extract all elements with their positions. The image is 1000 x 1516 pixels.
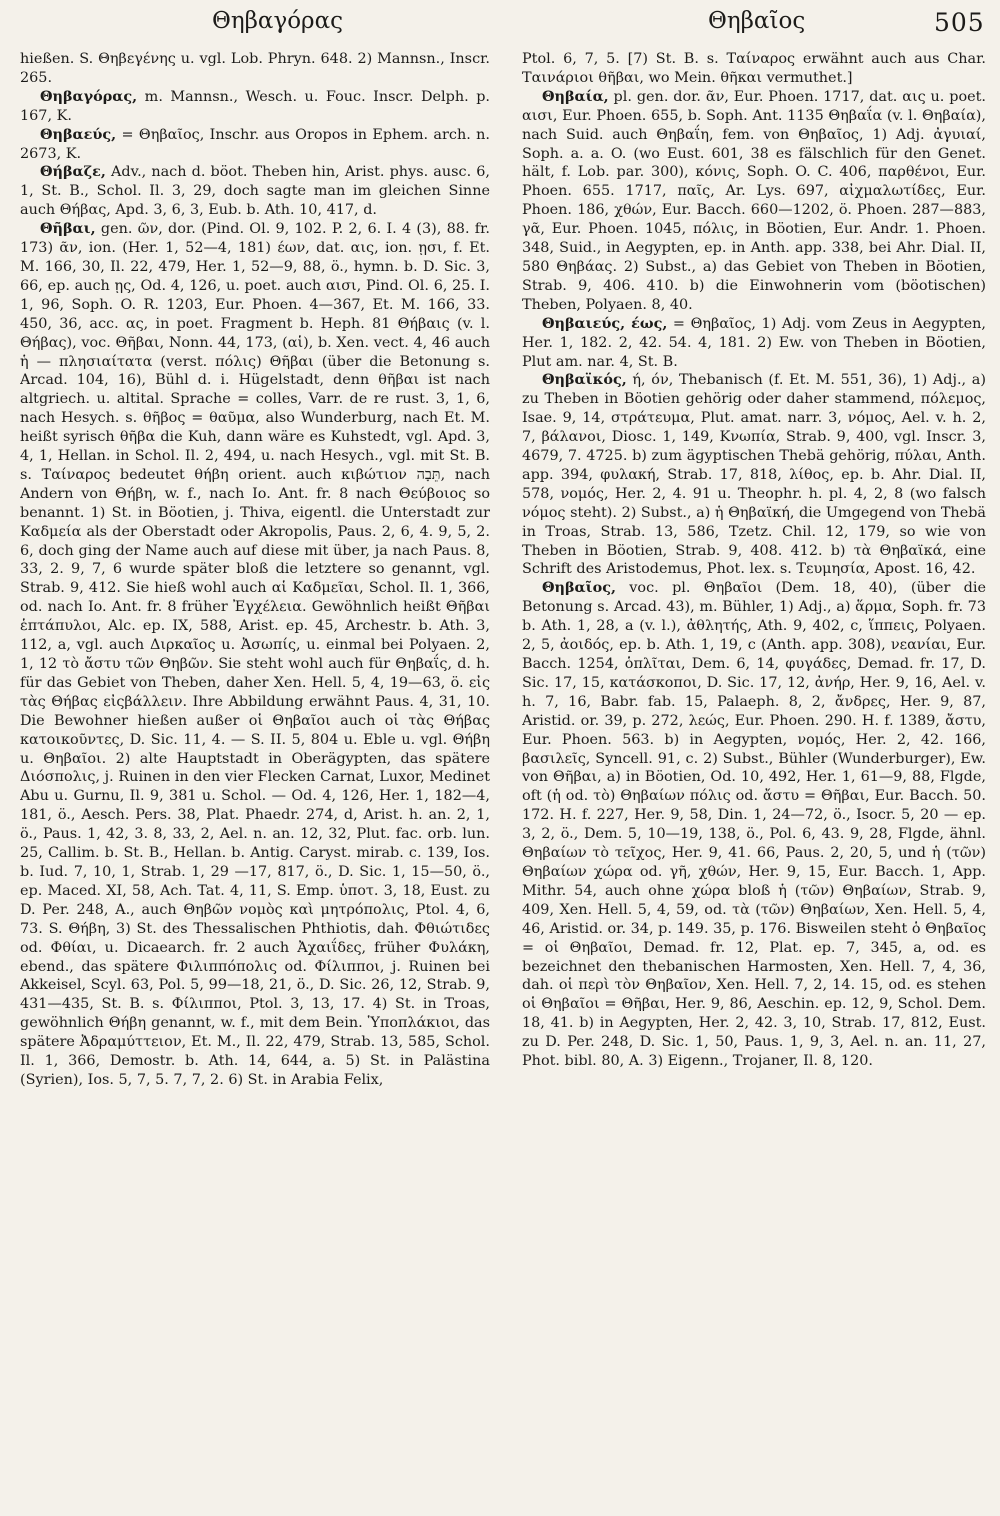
entry-paragraph <box>20 88 490 126</box>
entry-paragraph <box>20 220 490 1090</box>
entry-paragraph <box>522 88 986 315</box>
entry-paragraph <box>20 163 490 220</box>
entry-text: voc. pl. Θηβαῖοι (Dem. 18, 40), (über die Betonung s. Arcad. 43), m. Bühler, 1) Adj., a) ἅρμα, Soph. fr. 73 b. Ath. 1, 28, a (v. l.), ἀθλητής, Ath. 9, 402, c, ἵππεις, Polyaen. 2, 5, ἀοιδός, ep. b. Ath. 1, 19, c (Anth. app. 308), νεανίαι, Eur. Bacch. 1254, ὁπλῖται, Dem. 6, 14, φυγάδες, Demad. fr. 17, D. Sic. 17, 15, κατάσκοποι, D. Sic. 17, 12, ἀνήρ, Her. 9, 16, Ael. v. h. 7, 16, Babr. fab. 15, Palaeph. 8, 2, ἄνδρες, Her. 9, 87, Aristid. or. 39, p. 272, λεώς, Eur. Phoen. 290. H. f. 1389, ἄστυ, Eur. Phoen. 563. b) in Aegypten, νομός, Her. 2, 42. 166, βασιλεῖς, Syncell. 91, c. 2) Subst., Bühler (Wunderburger), Ew. von Θῆβαι, a) in Böotien, Od. 10, 492, Her. 1, 61—9, 88, Flgde, oft (ἡ od. τὸ) Θηβαίων πόλις od. ἄστυ = Θῆβαι, Eur. Bacch. 50. 172. H. f. 227, Her. 9, 58, Din. 1, 24—72, ö., Isocr. 5, 20 — ep. 3, 2, ö., Dem. 5, 10—19, 138, ö., Pol. 6, 43. 9, 28, Flgde, ähnl. Θηβαίων τὸ τεῖχος, Her. 9, 41. 66, Paus. 2, 20, 5, und ἡ (τῶν) Θηβαίων χώρα od. γῆ, χθών, Her. 9, 15, Eur. Bacch. 1, App. Mithr. 54, auch ohne χώρα bloß ἡ (τῶν) Θηβαίων, Strab. 9, 409, Xen. Hell. 5, 4, 59, od. τὰ (τῶν) Θηβαίων, Xen. Hell. 5, 4, 46, Aristid. or. 34, p. 149. 35, p. 176. Bisweilen steht ὁ Θηβαῖος = οἱ Θηβαῖοι, Demad. fr. 12, Plat. ep. 7, 345, a, od. es bezeichnet den thebanischen Harmosten, Xen. Hell. 7, 4, 36, dah. οἱ περὶ τὸν Θηβαῖον, Xen. Hell. 7, 2, 14. 15, od. es stehen οἱ Θηβαῖοι = Θῆβαι, Her. 9, 86, Aeschin. ep. 12, 9, Schol. Dem. 18, 41. b) in Aegypten, Her. 2, 42. 3, 10, Strab. 17, 812, Eust. zu D. Per. 248, D. Sic. 1, 50, Paus. 1, 9, 3, Ael. n. an. 11, 27, Phot. bibl. 80, A. 3) Eigenn., Trojaner, Il. 8, 120. <box>522 580 986 1070</box>
entry-headword: Θῆβαι, <box>40 220 96 238</box>
entry-paragraph <box>522 315 986 372</box>
left-running-headword: Θηβαγόρας <box>212 8 343 34</box>
entry-headword: Θηβαία, <box>542 87 609 105</box>
right-running-headword: Θηβαῖος <box>708 8 806 34</box>
continuation-paragraph <box>20 50 490 88</box>
entry-paragraph <box>522 579 986 1071</box>
entry-headword: Θηβαεύς, <box>40 125 117 143</box>
entry-text: hießen. S. Θηβεγένης u. vgl. Lob. Phryn. 648. 2) Mannsn., Inscr. 265. <box>20 51 490 86</box>
entry-text: Adv., nach d. böot. Theben hin, Arist. phys. ausc. 6, 1, St. B., Schol. Il. 3, 29, doch sagte man im gleichen Sinne auch Θήβας, Apd. 3, 6, 3, Eub. b. Ath. 10, 417, d. <box>20 164 490 219</box>
entry-text: m. Mannsn., Wesch. u. Fouc. Inscr. Delph. p. 167, K. <box>20 88 490 124</box>
entry-paragraph <box>522 371 986 579</box>
entry-headword: Θηβαϊκός, <box>542 371 627 389</box>
entry-text: = Θηβαῖος, 1) Adj. vom Zeus in Aegypten, Her. 1, 182. 2, 42. 54. 4, 181. 2) Ew. von Theben in Böotien, Plut am. nar. 4, St. B. <box>522 315 986 370</box>
entry-headword: Θηβαιεύς, έως, <box>542 314 668 332</box>
left-column <box>20 50 490 1506</box>
continuation-paragraph <box>522 50 986 88</box>
entry-text: gen. ῶν, dor. (Pind. Ol. 9, 102. P. 2, 6. I. 4 (3), 88. fr. 173) ᾶν, ion. (Her. 1, 52—4, 181) έων, dat. αις, ion. ῃσι, f. Et. M. 166, 30, Il. 22, 479, Her. 1, 52—9, 88, ö., hymn. b. D. Sic. 3, 66, ep. auch ῃς, Od. 4, 126, u. poet. auch αισι, Pind. Ol. 6, 25. I. 1, 96, Soph. O. R. 1203, Eur. Phoen. 4—367, Et. M. 166, 33. 450, 36, acc. ας, in poet. Fragment b. Heph. 81 Θήβαις (v. l. Θήβας), voc. Θῆβαι, Nonn. 44, 173, (αἱ), b. Xen. vect. 4, 46 auch ἡ — πλησιαίτατα (verst. πόλις) Θῆβαι (über die Betonung s. Arcad. 104, 16), Bühl d. i. Hügelstadt, denn θῆβαι ist nach altgriech. u. altital. Sprache = colles, Varr. de re rust. 3, 1, 6, nach Hesych. s. θῆβος = θαῦμα, also Wunderburg, nach Et. M. heißt syrisch θῆβα die Kuh, dann wäre es Kuhstedt, vgl. Apd. 3, 4, 1, Hellan. in Schol. Il. 2, 494, u. nach Hesych., vgl. mit St. B. s. Ταίναρος bedeutet θήβη orient. auch κιβώτιον תֵּבָה, nach Andern von Θήβη, w. f., nach Io. Ant. fr. 8 nach Θεύβοιος so benannt. 1) St. in Böotien, j. Thiva, eigentl. die Unterstadt zur Καδμεία als der Oberstadt oder Akropolis, Paus. 2, 6, 4. 9, 5, 2. 6, doch ging der Name auch auf diese mit über, ja nach Paus. 8, 33, 2. 9, 7, 6 wurde später bloß die letztere so genannt, vgl. Strab. 9, 412. Sie hieß wohl auch αἱ Καδμεῖαι, Schol. Il. 1, 366, od. nach Io. Ant. fr. 8 früher Ἐγχέλεια. Gewöhnlich heißt Θῆβαι ἑπτάπυλοι, Alc. ep. IX, 588, Arist. ep. 45, Archestr. b. Ath. 3, 112, a, vgl. auch Διρκαῖος u. Ἀσωπίς, u. einmal bei Polyaen. 2, 1, 12 τὸ ἄστυ τῶν Θηβῶν. Sie steht wohl auch für Θηβαΐς, d. h. für das Gebiet von Theben, daher Xen. Hell. 5, 4, 19—63, ö. εἰς τὰς Θήβας εἰςβάλλειν. Ihre Abbildung erwähnt Paus. 4, 31, 10. Die Bewohner hießen außer οἱ Θηβαῖοι auch οἱ τὰς Θήβας κατοικοῦντες, D. Sic. 11, 4. — S. II. 5, 804 u. Eble u. vgl. Θήβη u. Θηβαῖοι. 2) alte Hauptstadt in Oberägypten, das spätere Διόσπολις, j. Ruinen in den vier Flecken Carnat, Luxor, Medinet Abu u. Gurnu, Il. 9, 381 u. Schol. — Od. 4, 126, Her. 1, 182—4, 181, ö., Aesch. Pers. 38, Plat. Phaedr. 274, d, Arist. h. an. 2, 1, ö., Paus. 1, 42, 3. 8, 33, 2, Ael. n. an. 12, 32, Plut. fac. orb. lun. 25, Callim. b. St. B., Hellan. b. Antig. Caryst. mirab. c. 139, Ios. b. Iud. 7, 10, 1, Strab. 1, 29 —17, 817, ö., D. Sic. 1, 15—50, ö., ep. Maced. XI, 58, Ach. Tat. 4, 11, S. Emp. ὑποτ. 3, 18, Eust. zu D. Per. 248, A., auch Θηβῶν νομὸς καὶ μητρόπολις, Ptol. 4, 6, 73. S. Θήβη, 3) St. des Thessalischen Phthiotis, dah. Φθιώτιδες od. Φθίαι, u. Dicaearch. fr. 2 auch Ἀχαιΐδες, früher Φυλάκη, ebend., das spätere Φιλιππόπολις od. Φίλιπποι, j. Ruinen bei Akkeisel, Scyl. 63, Pol. 5, 99—18, 21, ö., D. Sic. 26, 12, Strab. 9, 431—435, St. B. s. Φίλιπποι, Ptol. 3, 13, 17. 4) St. in Troas, gewöhnlich Θήβη genannt, w. f., mit dem Bein. Ὑποπλάκιοι, das spätere Ἀδραμύττειον, Et. M., Il. 22, 479, Strab. 13, 585, Schol. Il. 1, 366, Demostr. b. Ath. 14, 644, a. 5) St. in Palästina (Syrien), Ios. 5, 7, 5. 7, 7, 2. 6) St. in Arabia Felix, <box>20 221 490 1088</box>
entry-text: Ptol. 6, 7, 5. [7) St. B. s. Ταίναρος erwähnt auch aus Char. Ταινάριοι θῆβαι, wo Mein. θῆκαι vermuthet.] <box>522 51 986 86</box>
entry-headword: Θηβαγόρας, <box>40 87 138 105</box>
right-column <box>522 50 986 1506</box>
entry-headword: Θήβαζε, <box>40 163 106 181</box>
entry-text: = Θηβαῖος, Inschr. aus Oropos in Ephem. arch. n. 2673, K. <box>20 126 490 162</box>
entry-headword: Θηβαῖος, <box>542 579 616 597</box>
entry-paragraph <box>20 126 490 164</box>
page-number: 505 <box>934 8 985 37</box>
entry-text: pl. gen. dor. ᾶν, Eur. Phoen. 1717, dat. αις u. poet. αισι, Eur. Phoen. 655, b. Soph. Ant. 1135 Θηβαΐα (v. l. Θηβαία), nach Suid. auch Θηβαΐη, fem. von Θηβαῖος, 1) Adj. ἀγυιαί, Soph. a. a. O. (wo Eust. 601, 38 es fälschlich für den Genet. hält, f. Lob. par. 300), κόνις, Soph. O. C. 406, παρθένοι, Eur. Phoen. 655. 1717, παῖς, Ar. Lys. 697, αἰχμαλωτίδες, Eur. Phoen. 186, χθών, Eur. Bacch. 660—1202, ö. Phoen. 287—883, γᾶ, Eur. Phoen. 1045, πόλις, in Böotien, Eur. Andr. 1. Phoen. 348, Suid., in Aegypten, ep. in Anth. app. 338, bei Ahr. Dial. II, 580 Θηβάας. 2) Subst., a) das Gebiet von Theben in Böotien, Strab. 9, 406. 410. b) die Einwohnerin vom (böotischen) Theben, Polyaen. 8, 40. <box>522 88 986 313</box>
entry-text: ή, όν, Thebanisch (f. Et. M. 551, 36), 1) Adj., a) zu Theben in Böotien gehörig oder daher stammend, πόλεμος, Isae. 9, 14, στράτευμα, Plut. amat. narr. 3, νόμος, Ael. v. h. 2, 7, βάλανοι, Diosc. 1, 149, Κνωπία, Strab. 9, 400, vgl. Inscr. 3, 4679, 7. 4725. b) zum ägyptischen Thebä gehörig, πύλαι, Anth. app. 394, φυλακή, Strab. 17, 818, λίθος, ep. b. Ahr. Dial. II, 578, νομός, Her. 2, 4. 91 u. Theophr. h. pl. 4, 2, 8 (wo falsch νόμος steht). 2) Subst., a) ἡ Θηβαϊκή, die Umgegend von Thebä in Troas, Strab. 13, 586, Tzetz. Chil. 12, 179, so wie von Theben in Böotien, Strab. 9, 408. 412. b) τὰ Θηβαϊκά, eine Schrift des Aristodemus, Phot. lex. s. Τευμησία, Apost. 16, 42. <box>522 372 986 578</box>
running-header <box>0 4 1000 48</box>
